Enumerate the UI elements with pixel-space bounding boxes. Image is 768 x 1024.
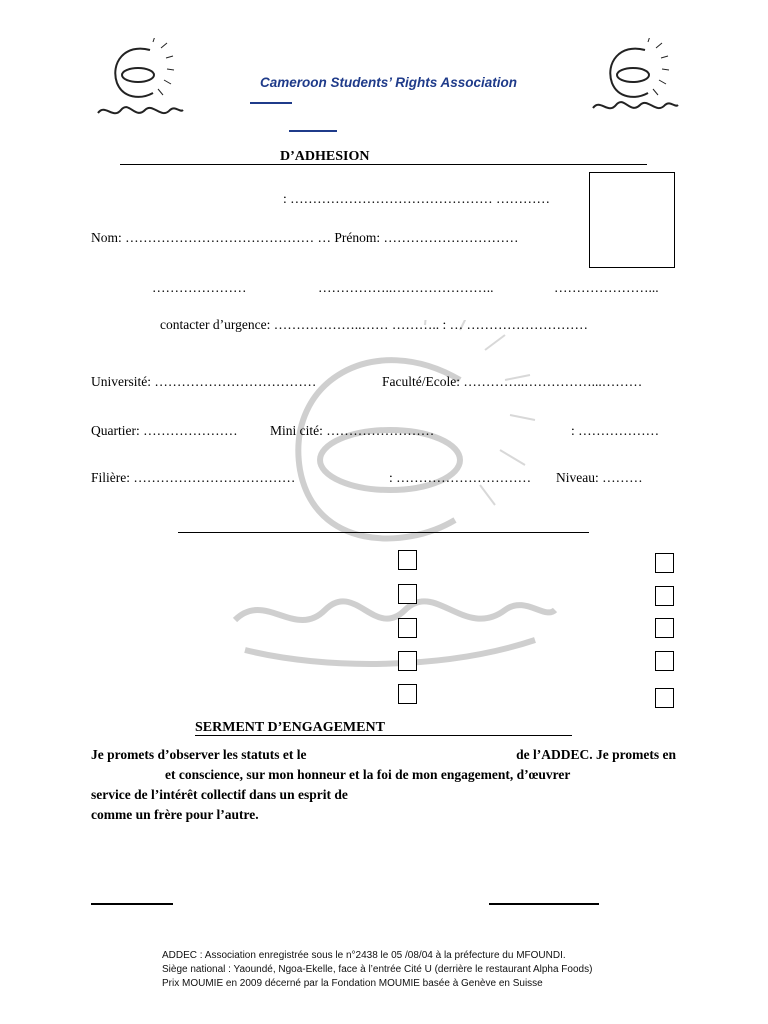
field-row3-c[interactable]: …………………... [554,280,659,295]
signature-line-left [91,903,173,905]
footer [162,949,592,991]
checkbox-left-1[interactable] [398,550,417,570]
section-divider [178,532,589,533]
header-rule-1 [250,102,292,104]
header-rule-2 [289,130,337,132]
field-row1[interactable]: : ……………………………………… ………… [283,191,551,206]
footer-line-2: Siège national : Yaoundé, Ngoa-Ekelle, face à l’entrée Cité U (derrière le restaurant Alpha Foods) [162,964,593,975]
field-universite[interactable]: Université: ……………………………… [91,374,317,389]
field-faculte[interactable]: Faculté/Ecole: …………..……………...……… [382,374,643,389]
field-quartier-right[interactable]: : ……………… [571,423,660,438]
checkbox-left-3[interactable] [398,618,417,638]
addec-logo-right [590,38,680,128]
addec-logo-left [95,38,185,133]
footer-line-1: ADDEC : Association enregistrée sous le n°2438 le 05 /08/04 à la préfecture du MFOUNDI. [162,950,566,961]
form-title: D’ADHESION [280,149,370,164]
checkbox-left-5[interactable] [398,684,417,704]
checkbox-right-2[interactable] [655,586,674,606]
oath-paragraph [91,745,676,825]
oath-title-underline [195,735,572,736]
checkbox-right-4[interactable] [655,651,674,671]
association-name: Cameroon Students’ Rights Association [260,75,518,90]
signature-line-right [489,903,599,905]
field-row3-a[interactable]: ………………… [152,280,247,295]
oath-line1-a: Je promets d’observer les statuts et le [91,747,307,762]
field-filiere-mid[interactable]: : ………………………… [389,470,532,485]
oath-line2: et conscience, sur mon honneur et la foi de mon engagement, d’œuvrer [165,767,571,782]
field-minicite[interactable]: Mini cité: …………………… [270,423,435,438]
field-niveau[interactable]: Niveau: ……… [556,470,643,485]
field-quartier[interactable]: Quartier: ………………… [91,423,238,438]
checkbox-right-3[interactable] [655,618,674,638]
checkbox-left-2[interactable] [398,584,417,604]
oath-line3: service de l’intérêt collectif dans un esprit de [91,787,348,802]
checkbox-left-4[interactable] [398,651,417,671]
checkbox-right-5[interactable] [655,688,674,708]
footer-line-3: Prix MOUMIE en 2009 décerné par la Fondation MOUMIE basée à Genève en Suisse [162,978,543,989]
oath-line1-b: de l’ADDEC. Je promets en [516,747,676,762]
field-urgence[interactable]: contacter d’urgence: ………………..…… ……….. : … ……………………… [160,317,588,332]
oath-line4: comme un frère pour l’autre. [91,807,259,822]
field-filiere[interactable]: Filière: ……………………………… [91,470,296,485]
photo-box [589,172,675,268]
title-underline [120,164,647,165]
checkbox-right-1[interactable] [655,553,674,573]
field-nom-prenom[interactable]: Nom: …………………………………… … Prénom: ………………………… [91,230,519,245]
oath-title: SERMENT D’ENGAGEMENT [195,720,385,735]
field-row3-b[interactable]: ……………..………………….. [318,280,494,295]
